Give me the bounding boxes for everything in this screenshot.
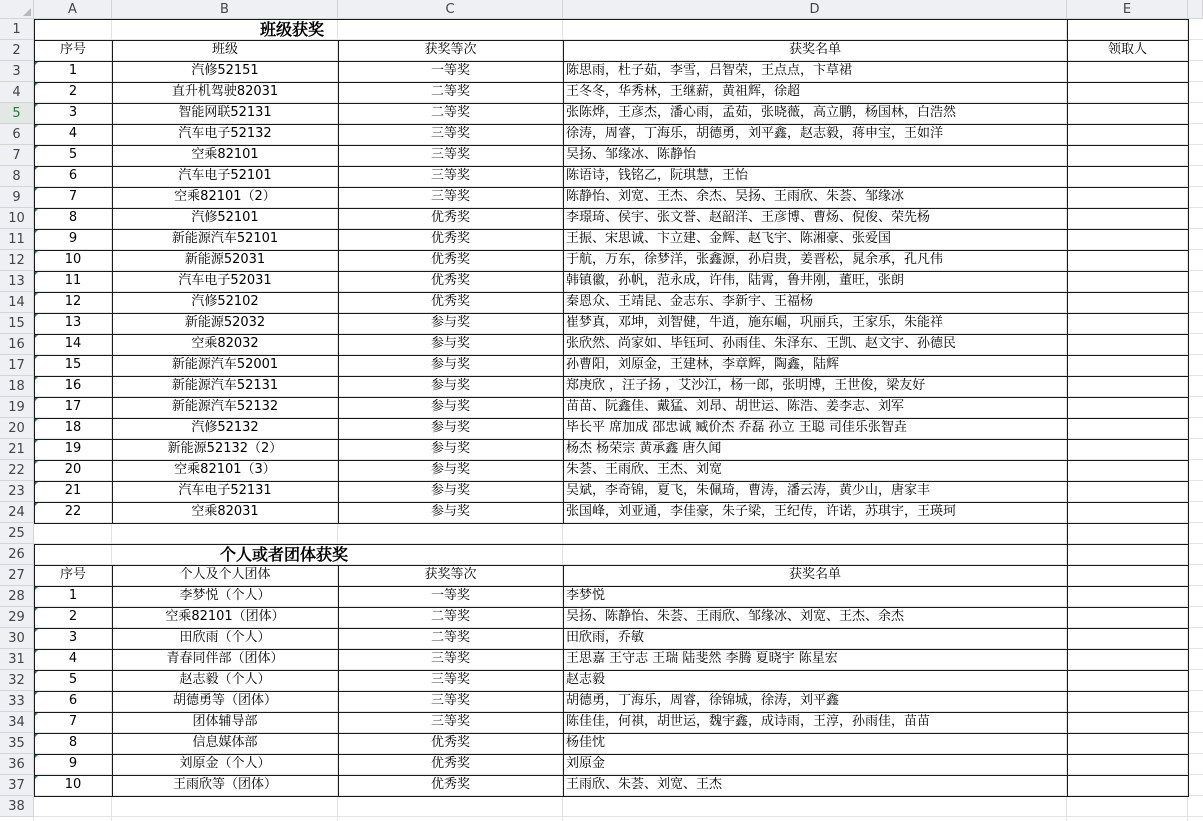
section1-empty-cell[interactable] (1067, 208, 1188, 229)
section1-cell[interactable]: 参与奖 (430, 420, 470, 435)
section2-cell[interactable]: 9 (68, 756, 78, 771)
section2-header-1: 个人及个人团体 (179, 567, 271, 582)
section1-empty-cell[interactable] (1067, 292, 1188, 313)
section1-cell[interactable]: 21 (64, 483, 82, 498)
section1-empty-cell[interactable] (1067, 376, 1188, 397)
section2-cell[interactable]: 赵志毅 (566, 672, 606, 687)
section1-cell[interactable]: 22 (64, 504, 82, 519)
cell-border (34, 544, 35, 566)
section1-cell[interactable]: 10 (64, 252, 82, 267)
section1-header-3: 获奖名单 (788, 42, 841, 57)
cell-border (563, 565, 564, 797)
section1-cell[interactable]: 参与奖 (430, 462, 470, 477)
cell-border (1067, 565, 1068, 797)
row-header-27[interactable]: 27 (0, 565, 34, 586)
section1-cell[interactable]: 9 (68, 231, 78, 246)
cell-border (34, 670, 1189, 671)
section2-cell[interactable]: 4 (68, 651, 78, 666)
section2-cell[interactable]: 8 (68, 735, 78, 750)
section1-cell[interactable]: 汽修52132 (191, 420, 259, 435)
section1-cell[interactable]: 陈静怡、刘宽、王杰、余杰、吴扬、王雨欣、朱荟、邹缘冰 (566, 189, 905, 204)
cell-border (34, 649, 1189, 650)
section1-cell[interactable]: 王振、宋思诚、卞立建、金辉、赵飞宇、陈湘豪、张爱国 (566, 231, 892, 246)
row-header-25[interactable]: 25 (0, 523, 34, 544)
cell-border (1067, 544, 1189, 545)
row-header-13[interactable]: 13 (0, 271, 34, 292)
section2-cell[interactable]: 信息媒体部 (192, 735, 258, 750)
section1-cell[interactable]: 参与奖 (430, 399, 470, 414)
section1-empty-cell[interactable] (1067, 61, 1188, 82)
section1-empty-cell[interactable] (1067, 82, 1188, 103)
section1-empty-cell[interactable] (1067, 145, 1188, 166)
cell-border (1067, 19, 1068, 41)
cell-border (34, 523, 1189, 524)
section1-cell[interactable]: 新能源汽车52132 (171, 399, 279, 414)
section1-cell[interactable]: 汽修52102 (191, 294, 259, 309)
section1-cell[interactable]: 空乘82032 (191, 336, 259, 351)
section2-cell[interactable]: 杨佳忱 (566, 735, 606, 750)
cell-border (34, 40, 1189, 41)
row-header-18[interactable]: 18 (0, 376, 34, 397)
section1-empty-cell[interactable] (1067, 481, 1188, 502)
section1-cell[interactable]: 11 (64, 273, 82, 288)
row-header-21[interactable]: 21 (0, 439, 34, 460)
section2-cell[interactable]: 2 (68, 609, 78, 624)
section1-cell[interactable]: 15 (64, 357, 82, 372)
cell-border (34, 754, 1189, 755)
row-header-32[interactable]: 32 (0, 670, 34, 691)
column-header-e[interactable]: E (1067, 0, 1188, 19)
cell-border (34, 40, 35, 524)
section1-cell[interactable]: 王冬冬，华秀林，王继薪，黄祖辉，徐超 (566, 84, 801, 99)
section1-empty-cell[interactable] (1067, 313, 1188, 334)
section2-cell[interactable]: 三等奖 (430, 693, 470, 708)
section1-cell[interactable]: 三等奖 (430, 126, 470, 141)
cell-border (34, 418, 1189, 419)
row-header-11[interactable]: 11 (0, 229, 34, 250)
section1-cell[interactable]: 张陈烨，王彦杰，潘心雨，孟茹，张晓薇，高立鹏，杨国林，白浩然 (566, 105, 957, 120)
section1-empty-cell[interactable] (1067, 229, 1188, 250)
cell-border (34, 544, 1189, 545)
cell-border (34, 82, 1189, 83)
section1-empty-cell[interactable] (1067, 334, 1188, 355)
section1-cell[interactable]: 张欣然、尚家如、毕钰珂、孙雨佳、朱泽东、王凯、赵文宇、孙德民 (566, 336, 957, 351)
section2-cell[interactable]: 6 (68, 693, 78, 708)
section1-empty-cell[interactable] (1067, 418, 1188, 439)
section1-header-1: 班级 (211, 42, 238, 57)
cell-border (1067, 40, 1068, 524)
cell-border (34, 733, 1189, 734)
row-header-37[interactable]: 37 (0, 775, 34, 796)
row-header-4[interactable]: 4 (0, 82, 34, 103)
cell-border (34, 502, 1189, 503)
cell-border (34, 796, 1189, 797)
cell-border (112, 565, 113, 797)
row-header-29[interactable]: 29 (0, 607, 34, 628)
cell-border (338, 40, 339, 524)
column-header-d[interactable]: D (563, 0, 1067, 19)
cell-border (1188, 19, 1189, 41)
row-header-16[interactable]: 16 (0, 334, 34, 355)
cell-border (1188, 565, 1189, 797)
cell-border (34, 628, 1189, 629)
section1-cell[interactable]: 汽修52101 (191, 210, 259, 225)
section1-cell[interactable]: 汽车电子52131 (178, 483, 272, 498)
cell-border (34, 439, 1189, 440)
section1-cell[interactable]: 19 (64, 441, 82, 456)
section1-cell[interactable]: 16 (64, 378, 82, 393)
column-header-a[interactable]: A (34, 0, 112, 19)
section1-cell[interactable]: 毕长平 席加成 邵忠诚 臧价杰 乔磊 孙立 王聪 司佳乐张智垚 (566, 420, 907, 435)
section2-cell[interactable]: 二等奖 (430, 630, 470, 645)
section1-cell[interactable]: 优秀奖 (430, 294, 470, 309)
section1-cell[interactable]: 崔梦真，邓坤，刘智健，牛逍，施东崛，巩丽兵，王家乐，朱能祥 (566, 315, 944, 330)
section1-cell[interactable]: 一等奖 (430, 63, 470, 78)
section1-cell[interactable]: 徐涛，周睿，丁海乐，胡德勇，刘平鑫，赵志毅，蒋申宝，王如洋 (566, 126, 944, 141)
section1-empty-cell[interactable] (1067, 103, 1188, 124)
section1-empty-cell[interactable] (1067, 271, 1188, 292)
section2-cell[interactable]: 5 (68, 672, 78, 687)
section1-cell[interactable]: 参与奖 (430, 378, 470, 393)
section2-cell[interactable]: 王思嘉 王守志 王瑞 陆斐然 李腾 夏晓宇 陈星宏 (566, 651, 838, 666)
section1-cell[interactable]: 13 (64, 315, 82, 330)
section2-cell[interactable]: 王雨欣等（团体） (172, 777, 277, 792)
section1-cell[interactable]: 参与奖 (430, 357, 470, 372)
section2-cell[interactable]: 三等奖 (430, 651, 470, 666)
section2-cell[interactable]: 田欣雨（个人） (179, 630, 271, 645)
select-all-corner[interactable] (0, 0, 34, 19)
column-header-filler (1188, 0, 1203, 19)
row-header-6[interactable]: 6 (0, 124, 34, 145)
section1-cell[interactable]: 6 (68, 168, 78, 183)
section1-cell[interactable]: 优秀奖 (430, 252, 470, 267)
section1-empty-cell[interactable] (1067, 250, 1188, 271)
section2-cell[interactable]: 空乘82101（团体） (165, 609, 285, 624)
cell-border (34, 271, 1189, 272)
section1-cell[interactable]: 参与奖 (430, 441, 470, 456)
cell-border (34, 187, 1189, 188)
cell-border (34, 334, 1189, 335)
row-header-22[interactable]: 22 (0, 460, 34, 481)
section1-cell[interactable]: 三等奖 (430, 147, 470, 162)
row-header-20[interactable]: 20 (0, 418, 34, 439)
row-header-23[interactable]: 23 (0, 481, 34, 502)
section1-cell[interactable]: 17 (64, 399, 82, 414)
section2-cell[interactable]: 优秀奖 (430, 777, 470, 792)
section1-cell[interactable]: 空乘82031 (191, 504, 259, 519)
row-header-1[interactable]: 1 (0, 19, 34, 40)
row-header-31[interactable]: 31 (0, 649, 34, 670)
section1-cell[interactable]: 朱荟、王雨欣、王杰、刘宽 (566, 462, 723, 477)
section1-cell[interactable]: 新能源汽车52001 (171, 357, 279, 372)
section1-empty-cell[interactable] (1067, 460, 1188, 481)
section2-cell[interactable]: 优秀奖 (430, 756, 470, 771)
section1-cell[interactable]: 新能源52032 (184, 315, 266, 330)
cell-border (34, 208, 1189, 209)
section2-cell[interactable]: 10 (64, 777, 82, 792)
section1-cell[interactable]: 5 (68, 147, 78, 162)
cell-border (34, 775, 1189, 776)
row-header-10[interactable]: 10 (0, 208, 34, 229)
section1-cell[interactable]: 李璟琦、侯宇、张文誉、赵韶洋、王彦博、曹炀、倪俊、荣先杨 (566, 210, 931, 225)
section1-cell[interactable]: 新能源汽车52101 (171, 231, 279, 246)
cell-border (34, 481, 1189, 482)
section1-cell[interactable]: 8 (68, 210, 78, 225)
section1-cell[interactable]: 2 (68, 84, 78, 99)
section1-cell[interactable]: 杨杰 杨荣宗 黄承鑫 唐久闻 (566, 441, 722, 456)
section1-cell[interactable]: 参与奖 (430, 483, 470, 498)
row-header-7[interactable]: 7 (0, 145, 34, 166)
section1-empty-cell[interactable] (1067, 397, 1188, 418)
row-header-38[interactable]: 38 (0, 796, 34, 817)
row-header-28[interactable]: 28 (0, 586, 34, 607)
cell-border (338, 565, 339, 797)
cell-border (34, 355, 1189, 356)
row-header-36[interactable]: 36 (0, 754, 34, 775)
section2-cell[interactable]: 赵志毅（个人） (179, 672, 271, 687)
section2-header-0: 序号 (59, 567, 86, 582)
row-header-5[interactable]: 5 (0, 103, 34, 124)
section1-cell[interactable]: 3 (68, 105, 78, 120)
section1-cell[interactable]: 秦恩众、王靖昆、金志东、李新宇、王福杨 (566, 294, 814, 309)
section1-cell[interactable]: 孙曹阳，刘原金，王建林，李章辉，陶鑫，陆辉 (566, 357, 840, 372)
row-header-30[interactable]: 30 (0, 628, 34, 649)
cell-border (34, 61, 1189, 62)
section1-cell[interactable]: 吴斌，李奇锦，夏飞，朱佩琦，曹涛，潘云涛，黄少山，唐家丰 (566, 483, 931, 498)
cell-border (34, 19, 35, 41)
section1-cell[interactable]: 参与奖 (430, 504, 470, 519)
section2-header-3: 获奖名单 (788, 567, 841, 582)
row-header-15[interactable]: 15 (0, 313, 34, 334)
section2-cell[interactable]: 3 (68, 630, 78, 645)
section1-empty-cell[interactable] (1067, 439, 1188, 460)
row-header-14[interactable]: 14 (0, 292, 34, 313)
section1-cell[interactable]: 参与奖 (430, 315, 470, 330)
section1-cell[interactable]: 新能源汽车52131 (171, 378, 279, 393)
section1-empty-cell[interactable] (1067, 124, 1188, 145)
cell-border (112, 40, 113, 524)
section1-cell[interactable]: 4 (68, 126, 78, 141)
cell-border (563, 40, 564, 524)
row-header-3[interactable]: 3 (0, 61, 34, 82)
section1-cell[interactable]: 智能网联52131 (178, 105, 272, 120)
section1-cell[interactable]: 18 (64, 420, 82, 435)
section1-cell[interactable]: 空乘82101（2） (174, 189, 276, 204)
section1-cell[interactable]: 1 (68, 63, 78, 78)
section2-cell[interactable]: 田欣雨，乔敏 (566, 630, 645, 645)
section1-cell[interactable]: 新能源52031 (184, 252, 266, 267)
section1-cell[interactable]: 汽车电子52101 (178, 168, 272, 183)
section1-cell[interactable]: 直升机驾驶82031 (171, 84, 279, 99)
section1-cell[interactable]: 7 (68, 189, 78, 204)
section1-cell[interactable]: 陈语诗，钱铭乙，阮琪慧，王怡 (566, 168, 749, 183)
section1-cell[interactable]: 优秀奖 (430, 210, 470, 225)
section1-empty-cell[interactable] (1067, 355, 1188, 376)
cell-border (34, 19, 1189, 20)
row-header-9[interactable]: 9 (0, 187, 34, 208)
section1-cell[interactable]: 韩镇徽，孙帆，范永成，许伟，陆霄，鲁井刚，董旺，张朗 (566, 273, 905, 288)
section1-cell[interactable]: 12 (64, 294, 82, 309)
section1-cell[interactable]: 汽车电子52031 (178, 273, 272, 288)
section2-cell[interactable]: 1 (68, 588, 78, 603)
gridline-horizontal (34, 816, 1203, 817)
section1-cell[interactable]: 汽车电子52132 (178, 126, 272, 141)
section2-cell[interactable]: 吴扬、陈静怡、朱荟、王雨欣、邹缘冰、刘宽、王杰、余杰 (566, 609, 905, 624)
section2-cell[interactable]: 二等奖 (430, 609, 470, 624)
section1-title: 班级获奖 (260, 20, 325, 39)
section2-cell[interactable]: 刘原金（个人） (179, 756, 271, 771)
cell-border (34, 586, 1189, 587)
cell-border (34, 460, 1189, 461)
row-header-2[interactable]: 2 (0, 40, 34, 61)
cell-border (34, 103, 1189, 104)
cell-border (34, 292, 1189, 293)
row-header-35[interactable]: 35 (0, 733, 34, 754)
section1-cell[interactable]: 二等奖 (430, 84, 470, 99)
section1-header-2: 获奖等次 (424, 42, 477, 57)
section1-cell[interactable]: 空乘82101 (191, 147, 259, 162)
row-header-26[interactable]: 26 (0, 544, 34, 565)
cell-border (34, 607, 1189, 608)
section1-empty-cell[interactable] (1067, 502, 1188, 523)
section1-cell[interactable]: 14 (64, 336, 82, 351)
column-header-c[interactable]: C (338, 0, 563, 19)
cell-border (34, 124, 1189, 125)
row-header-8[interactable]: 8 (0, 166, 34, 187)
section1-cell[interactable]: 苗苗、阮鑫佳、戴猛、刘昂、胡世运、陈浩、姜李志、刘军 (566, 399, 905, 414)
section1-header-4: 领取人 (1107, 42, 1147, 57)
section2-cell[interactable]: 刘原金 (566, 756, 606, 771)
section1-cell[interactable]: 新能源52132（2） (167, 441, 283, 456)
cell-border (34, 229, 1189, 230)
section2-cell[interactable]: 王雨欣、朱荟、刘宽、王杰 (566, 777, 723, 792)
section2-cell[interactable]: 优秀奖 (430, 735, 470, 750)
row-header-33[interactable]: 33 (0, 691, 34, 712)
row-header-12[interactable]: 12 (0, 250, 34, 271)
cell-border (34, 565, 1189, 566)
column-header-b[interactable]: B (112, 0, 338, 19)
cell-border (34, 565, 35, 797)
cell-border (34, 397, 1189, 398)
section1-cell[interactable]: 二等奖 (430, 105, 470, 120)
section2-cell[interactable]: 7 (68, 714, 78, 729)
cell-border (34, 691, 1189, 692)
section1-empty-cell[interactable] (1067, 166, 1188, 187)
row-header-34[interactable]: 34 (0, 712, 34, 733)
section2-cell[interactable]: 陈佳佳，何祺，胡世运，魏宇鑫，成诗雨，王淳，孙雨佳，苗苗 (566, 714, 931, 729)
section1-cell[interactable]: 20 (64, 462, 82, 477)
section2-title: 个人或者团体获奖 (220, 545, 349, 564)
section1-cell[interactable]: 优秀奖 (430, 273, 470, 288)
section2-cell[interactable]: 胡德勇等（团体） (172, 693, 277, 708)
section1-cell[interactable]: 陈思雨，杜子茹，李雪，吕智荣，王点点，卞草裙 (566, 63, 853, 78)
section2-cell[interactable]: 李梦悦（个人） (179, 588, 271, 603)
cell-border (34, 250, 1189, 251)
cell-border (34, 376, 1189, 377)
section2-cell[interactable]: 三等奖 (430, 672, 470, 687)
section1-header-0: 序号 (59, 42, 86, 57)
section2-cell[interactable]: 三等奖 (430, 714, 470, 729)
select-all-triangle-icon (23, 8, 31, 16)
section1-cell[interactable]: 汽修52151 (191, 63, 259, 78)
section1-cell[interactable]: 优秀奖 (430, 231, 470, 246)
section1-cell[interactable]: 吴扬、邹缘冰、陈静怡 (566, 147, 697, 162)
section1-cell[interactable]: 郑庚欣 ，汪子扬 ，艾沙江，杨一郎，张明博，王世俊，梁友好 (566, 378, 926, 393)
section1-cell[interactable]: 参与奖 (430, 336, 470, 351)
section1-cell[interactable]: 三等奖 (430, 168, 470, 183)
section1-empty-cell[interactable] (1067, 187, 1188, 208)
section1-cell[interactable]: 张国峰，刘亚通，李佳豪，朱子梁，王纪传，许诺，苏琪宇，王瑛珂 (566, 504, 957, 519)
section1-cell[interactable]: 空乘82101（3） (174, 462, 276, 477)
cell-border (34, 166, 1189, 167)
row-header-19[interactable]: 19 (0, 397, 34, 418)
section2-cell[interactable]: 李梦悦 (566, 588, 606, 603)
section1-cell[interactable]: 于航，万东，徐梦洋，张鑫源，孙启贵，姜晋松，晁余承，孔凡伟 (566, 252, 944, 267)
section2-cell[interactable]: 一等奖 (430, 588, 470, 603)
row-header-24[interactable]: 24 (0, 502, 34, 523)
section2-cell[interactable]: 青春同伴部（团体） (166, 651, 284, 666)
cell-border (1188, 40, 1189, 524)
row-header-17[interactable]: 17 (0, 355, 34, 376)
section2-cell[interactable]: 胡德勇，丁海乐，周睿，徐锦城，徐涛，刘平鑫 (566, 693, 840, 708)
cell-border (34, 145, 1189, 146)
section2-header-2: 获奖等次 (424, 567, 477, 582)
cell-border (34, 313, 1189, 314)
cell-border (34, 712, 1189, 713)
section2-cell[interactable]: 团体辅导部 (192, 714, 258, 729)
section1-cell[interactable]: 三等奖 (430, 189, 470, 204)
